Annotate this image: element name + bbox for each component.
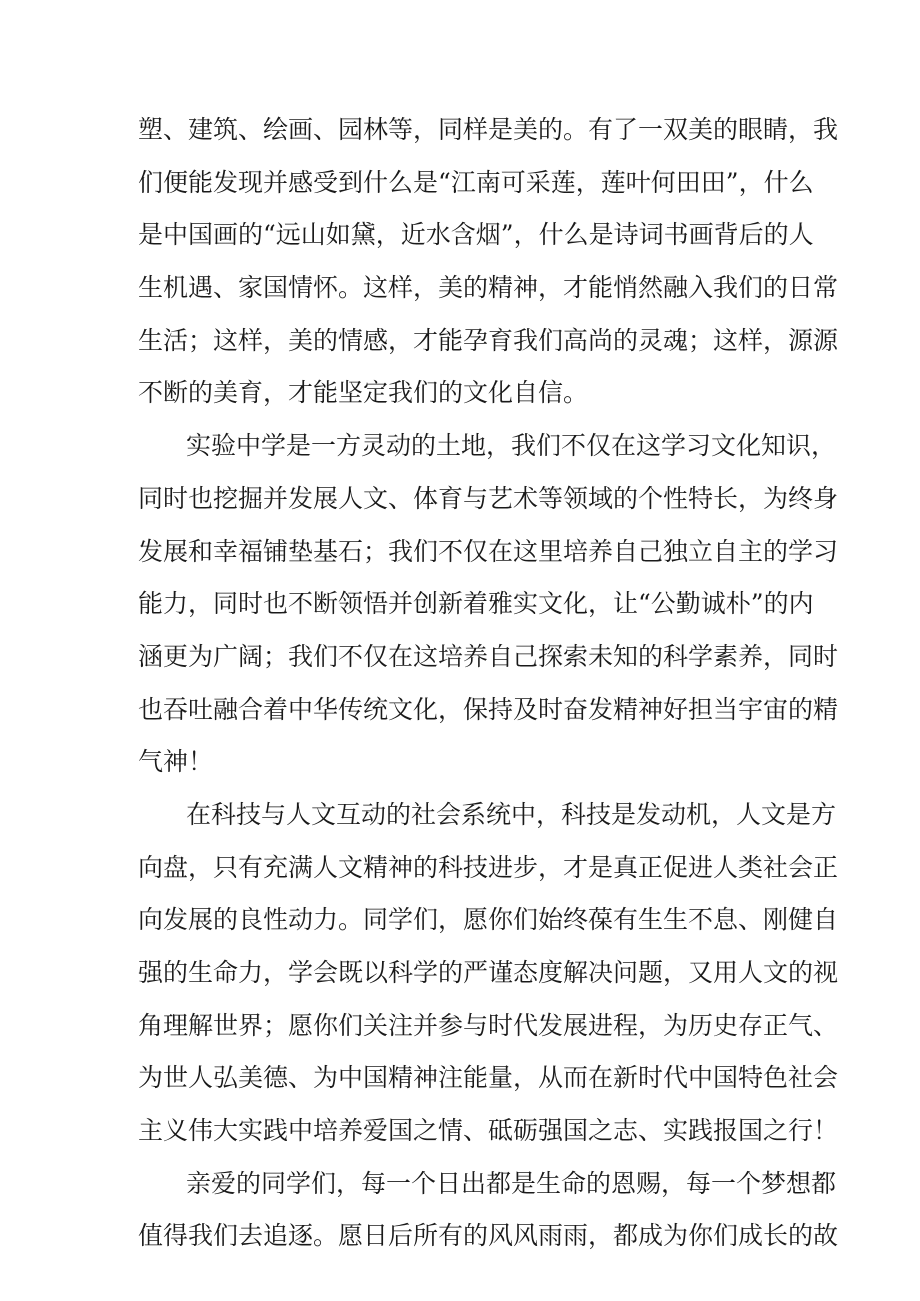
text-line: 向发展的良性动力。同学们，愿你们始终葆有生生不息、刚健自 — [138, 905, 839, 935]
text-line: 涵更为广阔；我们不仅在这培养自己探索未知的科学素养，同时 — [138, 641, 839, 671]
text-line: 角理解世界；愿你们关注并参与时代发展进程，为历史存正气、 — [138, 1010, 839, 1040]
text-line: 能力，同时也不断领悟并创新着雅实文化，让“公勤诚朴”的内 — [138, 589, 814, 619]
text-line: 为世人弘美德、为中国精神注能量，从而在新时代中国特色社会 — [138, 1063, 839, 1093]
text-line: 实验中学是一方灵动的土地，我们不仅在这学习文化知识， — [186, 431, 837, 461]
text-line: 也吞吐融合着中华传统文化，保持及时奋发精神好担当宇宙的精 — [138, 694, 839, 724]
text-line: 生活；这样，美的情感，才能孕育我们高尚的灵魂；这样，源源 — [138, 325, 839, 355]
text-line: 同时也挖掘并发展人文、体育与艺术等领域的个性特长，为终身 — [138, 483, 839, 513]
text-line: 是中国画的“远山如黛，近水含烟”，什么是诗词书画背后的人 — [138, 220, 814, 250]
text-line: 在科技与人文互动的社会系统中，科技是发动机，人文是方 — [186, 799, 837, 829]
body-text — [138, 104, 839, 1263]
text-line: 不断的美育，才能坚定我们的文化自信。 — [138, 378, 589, 408]
text-line: 发展和幸福铺垫基石；我们不仅在这里培养自己独立自主的学习 — [138, 536, 839, 566]
text-line: 亲爱的同学们，每一个日出都是生命的恩赐，每一个梦想都 — [186, 1168, 837, 1198]
text-line: 向盘，只有充满人文精神的科技进步，才是真正促进人类社会正 — [138, 852, 839, 882]
text-line: 主义伟大实践中培养爱国之情、砥砺强国之志、实践报国之行！ — [138, 1116, 839, 1146]
text-line: 强的生命力，学会既以科学的严谨态度解决问题，又用人文的视 — [138, 958, 839, 987]
text-line: 生机遇、家国情怀。这样，美的精神，才能悄然融入我们的日常 — [138, 273, 839, 303]
text-line: 们便能发现并感受到什么是“江南可采莲，莲叶何田田”，什么 — [138, 167, 814, 197]
text-line: 气神！ — [138, 747, 214, 777]
text-line: 塑、建筑、绘画、园林等，同样是美的。有了一双美的眼睛，我 — [138, 115, 839, 144]
text-line: 值得我们去追逐。愿日后所有的风风雨雨，都成为你们成长的故 — [138, 1221, 839, 1251]
